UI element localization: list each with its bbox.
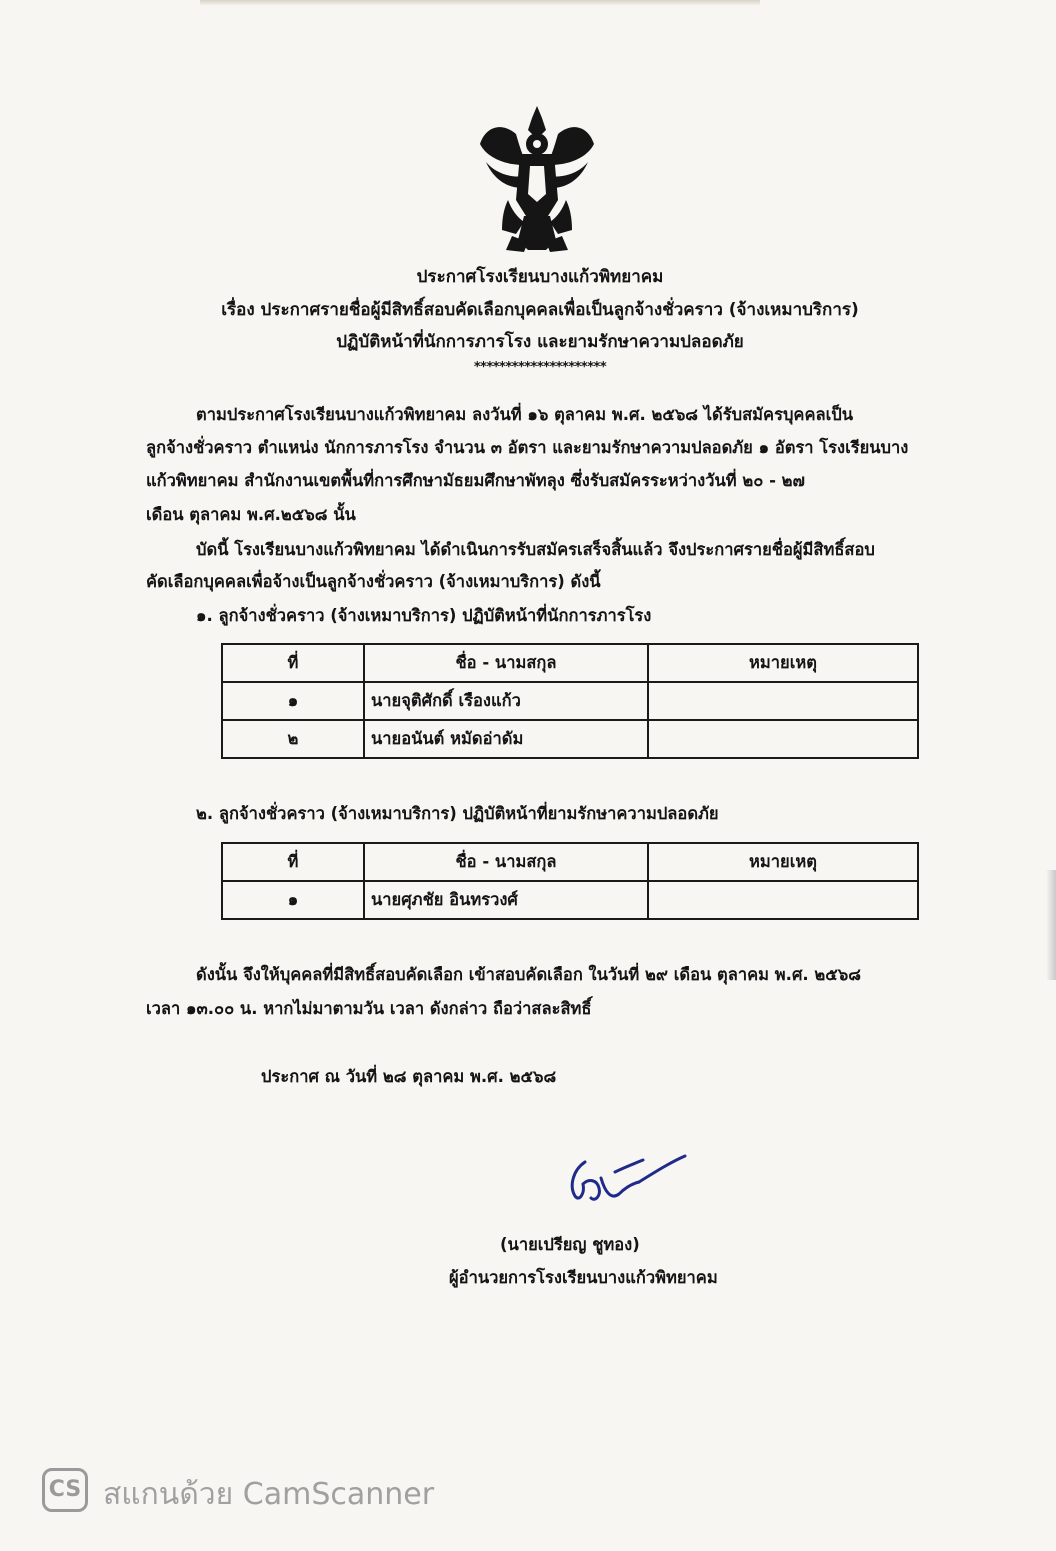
section1-title: ๑. ลูกจ้างชั่วคราว (จ้างเหมาบริการ) ปฏิบัติหน้าที่นักการภารโรง [196,606,652,625]
header-remark: หมายเหตุ [648,843,918,881]
intro-line-3: แก้วพิทยาคม สำนักงานเขตพื้นที่การศึกษามัธยมศึกษาพัทลุง ซึ่งรับสมัครระหว่างวันที่ ๒๐ - ๒๗ [146,471,805,490]
garuda-emblem-icon [472,104,602,254]
row-name: นายศุภชัย อินทรวงศ์ [364,881,648,919]
section2-title: ๒. ลูกจ้างชั่วคราว (จ้างเหมาบริการ) ปฏิบัติหน้าที่ยามรักษาความปลอดภัย [196,804,719,823]
janitor-table [221,643,919,759]
camscanner-logo-icon: CS [42,1468,88,1512]
announce-line-1: บัดนี้ โรงเรียนบางแก้วพิทยาคม ได้ดำเนินการรับสมัครเสร็จสิ้นแล้ว จึงประกาศรายชื่อผู้มีสิทธิ์สอบ [196,540,875,559]
row-remark [648,682,918,720]
row-name: นายจุติศักดิ์ เรืองแก้ว [364,682,648,720]
row-remark [648,720,918,758]
header-remark: หมายเหตุ [648,644,918,682]
announce-line-2: คัดเลือกบุคคลเพื่อจ้างเป็นลูกจ้างชั่วคราว (จ้างเหมาบริการ) ดังนี้ [146,572,601,591]
row-remark [648,881,918,919]
table-row [222,881,918,919]
subject-line-2: ปฏิบัติหน้าที่นักการภารโรง และยามรักษาความปลอดภัย [336,332,744,352]
camscanner-watermark: สแกนด้วย CamScanner [103,1477,435,1512]
header-name: ชื่อ - นามสกุล [364,644,648,682]
scan-edge-top [200,0,760,6]
scan-edge-right [1046,870,1056,980]
security-guard-table [221,842,919,920]
table-header-row [222,644,918,682]
table-row [222,682,918,720]
header-no: ที่ [222,843,364,881]
signature-icon [555,1148,690,1218]
row-no: ๒ [222,720,364,758]
intro-line-1: ตามประกาศโรงเรียนบางแก้วพิทยาคม ลงวันที่ ๑๖ ตุลาคม พ.ศ. ๒๕๖๘ ได้รับสมัครบุคคลเป็น [196,405,854,424]
signer-name: (นายเปรียญ ชูทอง) [500,1235,640,1254]
closing-line-2: เวลา ๑๓.๐๐ น. หากไม่มาตามวัน เวลา ดังกล่าว ถือว่าสละสิทธิ์ [146,999,592,1018]
subject-line: เรื่อง ประกาศรายชื่อผู้มีสิทธิ์สอบคัดเลือกบุคคลเพื่อเป็นลูกจ้างชั่วคราว (จ้างเหมาบริการ) [221,300,859,320]
signer-position: ผู้อำนวยการโรงเรียนบางแก้วพิทยาคม [449,1268,718,1287]
header-no: ที่ [222,644,364,682]
intro-line-4: เดือน ตุลาคม พ.ศ.๒๕๖๘ นั้น [146,505,356,524]
closing-line-1: ดังนั้น จึงให้บุคคลที่มีสิทธิ์สอบคัดเลือก เข้าสอบคัดเลือก ในวันที่ ๒๙ เดือน ตุลาคม พ.ศ. ๒๕๖๘ [196,965,861,984]
table-header-row [222,843,918,881]
row-name: นายอนันต์ หมัดอ่าดัม [364,720,648,758]
announcement-title: ประกาศโรงเรียนบางแก้วพิทยาคม [416,267,664,287]
row-no: ๑ [222,682,364,720]
announcement-date: ประกาศ ณ วันที่ ๒๘ ตุลาคม พ.ศ. ๒๕๖๘ [261,1067,557,1086]
table-row [222,720,918,758]
intro-line-2: ลูกจ้างชั่วคราว ตำแหน่ง นักการภารโรง จำนวน ๓ อัตรา และยามรักษาความปลอดภัย ๑ อัตรา โรงเรียนบาง [146,438,909,457]
row-no: ๑ [222,881,364,919]
header-name: ชื่อ - นามสกุล [364,843,648,881]
separator-stars: ********************* [473,360,607,375]
